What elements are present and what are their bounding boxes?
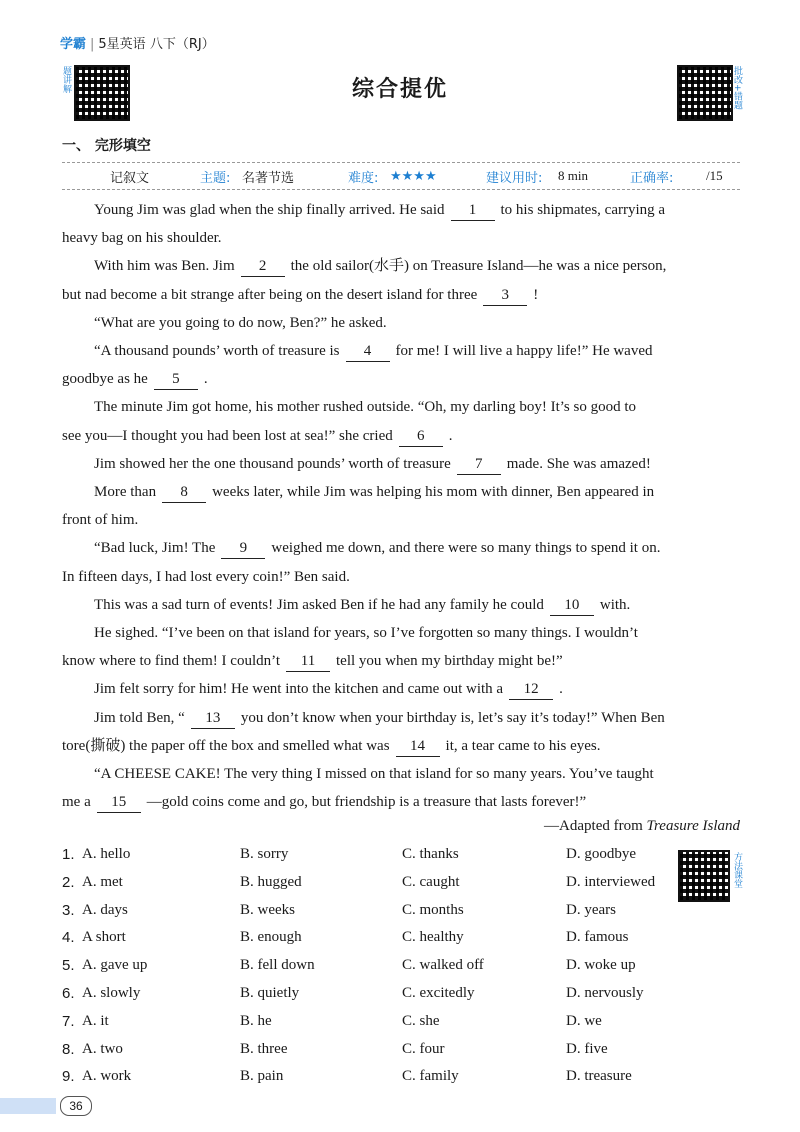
passage-text: Young Jim was glad when the ship finally arrived. He said xyxy=(94,202,445,218)
passage-text: but nad become a bit strange after being on the desert island for three xyxy=(62,286,478,303)
option-d: D. famous xyxy=(566,929,629,946)
passage-text: tell you when my birthday might be!” xyxy=(336,653,563,670)
page-title: 综合提优 xyxy=(351,77,448,102)
option-c: C. walked off xyxy=(402,957,484,974)
source-prefix: —Adapted from xyxy=(544,818,647,834)
passage-line xyxy=(62,534,742,562)
cloze-blank: 1 xyxy=(451,200,495,221)
passage-text: weeks later, while Jim was helping his mom with dinner, Ben appeared in xyxy=(212,484,655,501)
option-c: C. excitedly xyxy=(402,984,475,1001)
option-c: C. she xyxy=(402,1012,440,1029)
passage-line xyxy=(62,337,742,365)
difficulty-stars-icon: ★★★★ xyxy=(390,168,437,183)
passage-text: made. She was amazed! xyxy=(506,455,651,472)
cloze-blank: 12 xyxy=(509,679,553,700)
option-c: C. caught xyxy=(402,873,460,890)
passage-text: He sighed. “I’ve been on that island for years, so I’ve forgotten so many things. I wouldn’t xyxy=(94,625,638,642)
passage-text: goodbye as he xyxy=(62,371,148,388)
passage-line xyxy=(62,732,742,760)
option-a: A. it xyxy=(82,1012,109,1029)
option-c: C. thanks xyxy=(402,846,459,862)
passage-line xyxy=(62,506,742,534)
question-number: 5. xyxy=(62,957,75,975)
passage-line xyxy=(62,252,742,280)
question-number: 7. xyxy=(62,1012,75,1030)
passage-text: . xyxy=(559,681,563,698)
option-a: A. hello xyxy=(82,846,131,862)
option-d: D. years xyxy=(566,901,616,918)
accuracy-key: 正确率: xyxy=(630,170,674,186)
cloze-blank: 4 xyxy=(346,341,390,362)
option-d: D. treasure xyxy=(566,1068,632,1085)
cloze-blank: 5 xyxy=(154,369,198,390)
passage-line xyxy=(62,760,742,788)
footer-bar xyxy=(0,1098,56,1114)
passage-line xyxy=(62,281,742,309)
passage-text: know where to find them! I couldn’t xyxy=(62,653,281,670)
question-number: 8. xyxy=(62,1040,75,1058)
option-a: A. days xyxy=(82,901,128,918)
brand-logo: 学霸 xyxy=(60,37,87,52)
grade-label: 八下（RJ） xyxy=(149,37,215,52)
option-a: A. slowly xyxy=(82,984,141,1001)
passage-text: it, a tear came to his eyes. xyxy=(445,737,601,754)
passage-line xyxy=(62,647,742,675)
option-b: B. he xyxy=(240,1012,272,1029)
passage-line xyxy=(62,393,742,421)
topic-value: 名著节选 xyxy=(242,169,295,185)
passage-text: tore(撕破) the paper off the box and smelled what was xyxy=(62,737,390,754)
running-header: 学霸 | 5星英语 八下（RJ） xyxy=(60,37,215,52)
option-d: D. we xyxy=(566,1012,602,1029)
topic-key: 主题: xyxy=(200,170,231,186)
passage-text: The minute Jim got home, his mother rushed outside. “Oh, my darling boy! It’s so good to xyxy=(94,399,637,416)
option-a: A. met xyxy=(82,873,123,890)
passage-text: Jim told Ben, “ xyxy=(94,709,185,726)
passage-line xyxy=(62,224,742,252)
passage-text: me a xyxy=(62,794,91,811)
passage-text: you don’t know when your birthday is, let’s say it’s today!” When Ben xyxy=(240,709,665,726)
cloze-blank: 3 xyxy=(483,285,527,306)
cloze-passage xyxy=(62,196,742,816)
passage-text: weighed me down, and there were so many things to spend it on. xyxy=(271,540,661,557)
question-number: 4. xyxy=(62,929,75,947)
cloze-blank: 8 xyxy=(162,482,206,503)
question-number: 9. xyxy=(62,1068,75,1086)
qr-label-options: 方法课堂 xyxy=(732,852,742,888)
option-a: A. two xyxy=(82,1040,123,1057)
passage-line xyxy=(62,704,742,732)
option-b: B. pain xyxy=(240,1068,284,1085)
passage-line xyxy=(62,196,742,224)
passage-text: “Bad luck, Jim! The xyxy=(94,540,216,557)
passage-line xyxy=(62,450,742,478)
passage-text: This was a sad turn of events! Jim asked Ben if he had any family he could xyxy=(94,596,544,613)
option-d: D. interviewed xyxy=(566,873,656,890)
option-b: B. three xyxy=(240,1040,288,1057)
passage-text: see you—I thought you had been lost at sea!” she cried xyxy=(62,427,393,444)
time-value: 8 min xyxy=(558,168,588,183)
passage-text: the old sailor(水手) on Treasure Island—he was a nice person, xyxy=(290,258,667,275)
passage-text: —gold coins come and go, but friendship is a treasure that lasts forever!” xyxy=(146,794,587,811)
passage-text: for me! I will live a happy life!” He waved xyxy=(395,343,653,360)
passage-line xyxy=(62,619,742,647)
passage-text: with. xyxy=(599,596,631,613)
passage-text: Jim showed her the one thousand pounds’ worth of treasure xyxy=(94,455,451,472)
passage-text: “A thousand pounds’ worth of treasure is xyxy=(94,343,340,360)
cloze-blank: 10 xyxy=(550,595,594,616)
genre-label: 记叙文 xyxy=(110,169,150,185)
passage-text: With him was Ben. Jim xyxy=(94,258,235,275)
passage-text: More than xyxy=(94,484,157,501)
option-c: C. months xyxy=(402,901,464,918)
passage-line xyxy=(62,675,742,703)
section-heading: 一、 完形填空 xyxy=(62,138,151,154)
passage-text: “What are you going to do now, Ben?” he asked. xyxy=(94,314,387,331)
passage-text: to his shipmates, carrying a xyxy=(500,202,666,218)
passage-line xyxy=(62,365,742,393)
question-number: 3. xyxy=(62,901,75,919)
source-title: Treasure Island xyxy=(646,818,740,834)
option-a: A short xyxy=(82,929,126,946)
option-c: C. family xyxy=(402,1068,459,1085)
passage-line xyxy=(62,309,742,337)
option-b: B. hugged xyxy=(240,873,302,890)
cloze-blank: 9 xyxy=(221,538,265,559)
option-b: B. quietly xyxy=(240,984,300,1001)
page-number: 36 xyxy=(60,1096,92,1116)
cloze-blank: 6 xyxy=(399,426,443,447)
cloze-blank: 13 xyxy=(191,708,235,729)
passage-line xyxy=(62,788,742,816)
cloze-blank: 15 xyxy=(97,792,141,813)
qr-code-icon[interactable] xyxy=(678,850,730,902)
option-b: B. enough xyxy=(240,929,302,946)
option-c: C. four xyxy=(402,1040,445,1057)
passage-text: Jim felt sorry for him! He went into the kitchen and came out with a xyxy=(94,681,504,698)
option-d: D. five xyxy=(566,1040,608,1057)
option-a: A. work xyxy=(82,1068,132,1085)
passage-text: In fifteen days, I had lost every coin!” Ben said. xyxy=(62,568,350,585)
book-name: 5星英语 xyxy=(98,37,146,52)
question-number: 1. xyxy=(62,846,75,863)
source-credit xyxy=(544,818,740,835)
option-d: D. nervously xyxy=(566,984,644,1001)
passage-line xyxy=(62,563,742,591)
qr-label-left: 题讲解 xyxy=(61,66,71,93)
qr-label-right: 批改+错题 xyxy=(732,66,742,110)
question-number: 6. xyxy=(62,984,75,1002)
passage-text: front of him. xyxy=(62,512,139,529)
accuracy-value: /15 xyxy=(706,168,723,183)
cloze-blank: 11 xyxy=(286,651,330,672)
cloze-blank: 14 xyxy=(396,736,440,757)
option-d: D. goodbye xyxy=(566,846,636,862)
passage-line xyxy=(62,478,742,506)
option-d: D. woke up xyxy=(566,957,636,974)
passage-text: . xyxy=(448,427,453,444)
option-b: B. sorry xyxy=(240,846,289,862)
cloze-blank: 2 xyxy=(241,256,285,277)
passage-text: . xyxy=(203,371,208,388)
passage-text: “A CHEESE CAKE! The very thing I missed on that island for so many years. You’ve taught xyxy=(94,766,654,783)
exercise-info-bar xyxy=(62,162,740,190)
option-b: B. fell down xyxy=(240,957,315,974)
time-key: 建议用时: xyxy=(486,170,543,186)
passage-text: heavy bag on his shoulder. xyxy=(62,230,222,247)
passage-line xyxy=(62,591,742,619)
difficulty-key: 难度: xyxy=(348,170,379,186)
question-number: 2. xyxy=(62,873,75,891)
option-b: B. weeks xyxy=(240,901,295,918)
cloze-blank: 7 xyxy=(457,454,501,475)
option-a: A. gave up xyxy=(82,957,148,974)
option-c: C. healthy xyxy=(402,929,464,946)
passage-text: ! xyxy=(533,286,539,303)
passage-line xyxy=(62,422,742,450)
